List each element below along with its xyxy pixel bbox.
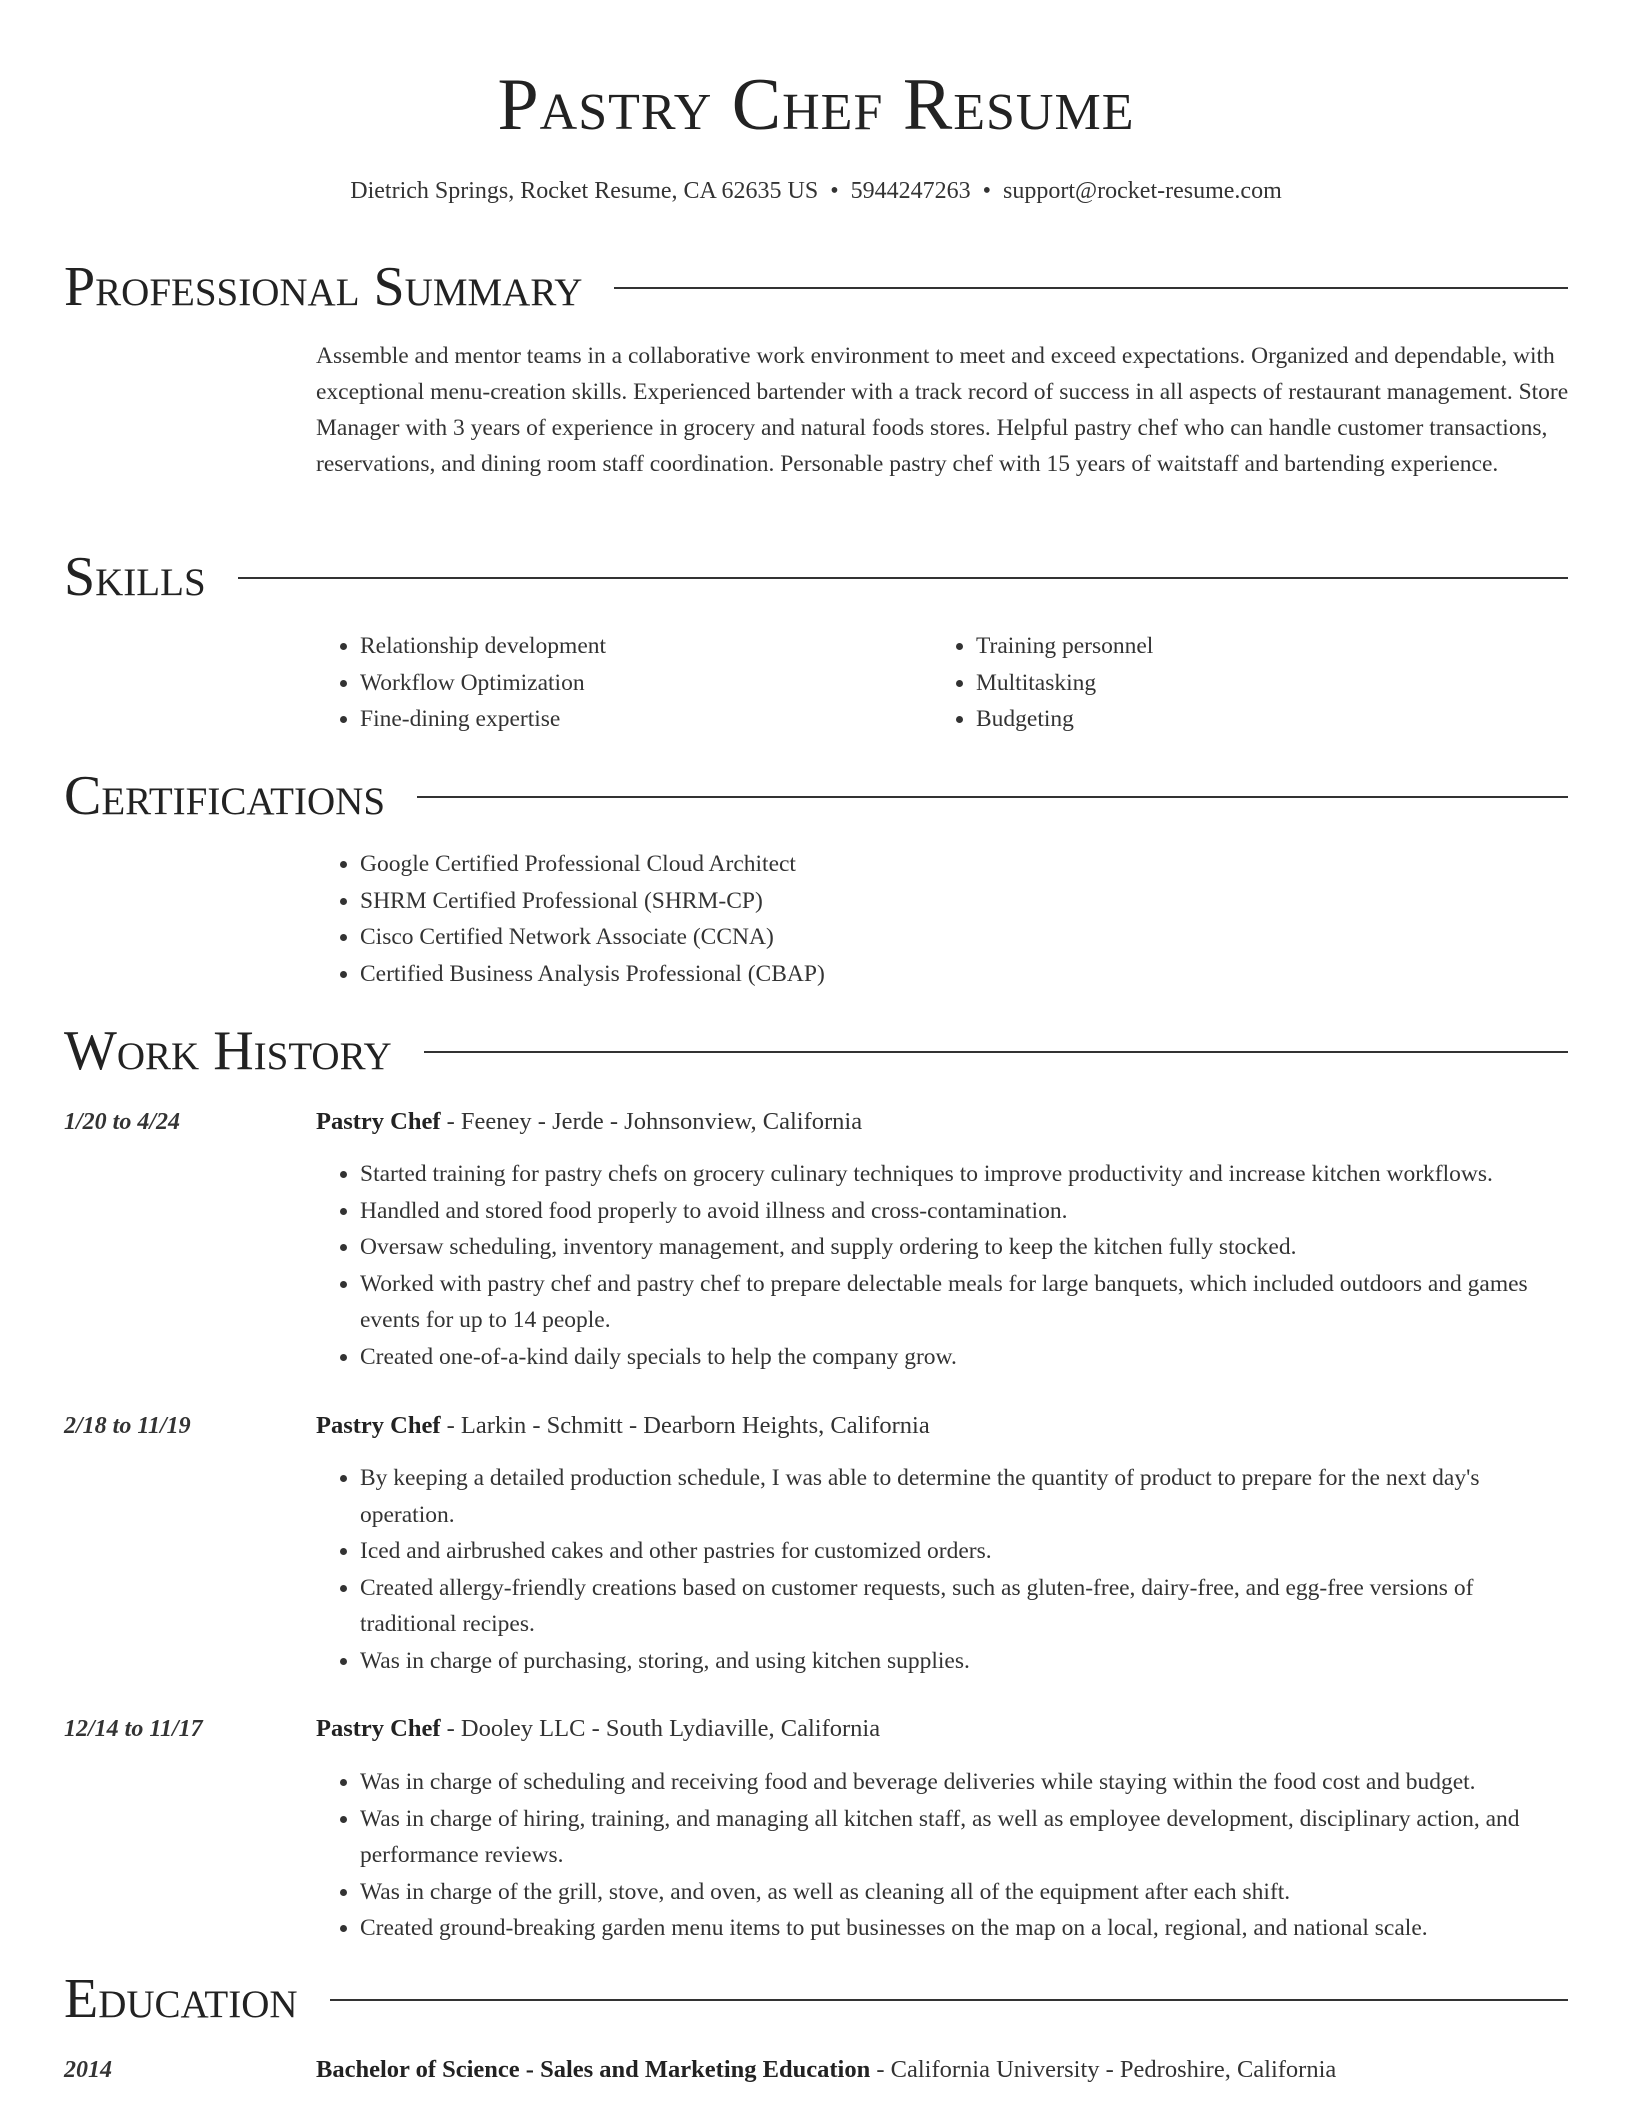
section-header-summary — [64, 252, 1568, 322]
section-header-education — [64, 1964, 1568, 2034]
certifications-list — [316, 846, 1570, 992]
education-year: 2014 — [64, 2057, 112, 2083]
section-title-certifications: Certifications — [64, 765, 386, 827]
skill-item: • Budgeting — [976, 701, 1492, 738]
contact-separator: • — [982, 178, 992, 204]
job-dates: 1/20 to 4/24 — [64, 1109, 181, 1135]
job-duties — [316, 1156, 1570, 1375]
contact-address: Dietrich Springs, Rocket Resume, CA 62635 US — [350, 178, 819, 204]
job-dates: 12/14 to 11/17 — [64, 1716, 203, 1742]
job-duty-item: • Worked with pastry chef and pastry chef to prepare delectable meals for large banquets, which included outdoors and games events for up to 14 people. — [360, 1266, 1570, 1339]
section-title-education: Education — [64, 1968, 298, 2030]
job-duty-item: • Created allergy-friendly creations based on customer requests, such as gluten-free, dairy-free, and egg-free versions of traditional recipes. — [360, 1570, 1570, 1643]
job-duty-item: • Was in charge of scheduling and receiving food and beverage deliveries while staying within the food cost and budget. — [360, 1764, 1570, 1801]
job-title: Pastry Chef — [316, 1108, 441, 1135]
contact-line — [0, 174, 1632, 208]
job-employer: - Feeney - Jerde - Johnsonview, California — [440, 1108, 863, 1135]
skill-item: • Training personnel — [976, 628, 1492, 665]
job-title: Pastry Chef — [316, 1412, 441, 1439]
job-employer: - Dooley LLC - South Lydiaville, California — [440, 1715, 881, 1742]
section-header-skills — [64, 542, 1568, 612]
section-divider — [417, 796, 1568, 798]
skill-item: • Workflow Optimization — [360, 665, 876, 702]
job-heading — [316, 1104, 1570, 1140]
job-duty-item: • Oversaw scheduling, inventory management, and supply ordering to keep the kitchen fully stocked. — [360, 1229, 1570, 1266]
job-duty-item: • Was in charge of hiring, training, and managing all kitchen staff, as well as employee development, disciplinary action, and performance reviews. — [360, 1801, 1570, 1874]
section-title-skills: Skills — [64, 546, 206, 608]
skills-list-left — [316, 628, 876, 738]
skill-item: • Multitasking — [976, 665, 1492, 702]
section-divider — [424, 1051, 1568, 1053]
skills-list-right — [932, 628, 1492, 738]
education-entry — [316, 2052, 1570, 2088]
skill-item: • Fine-dining expertise — [360, 701, 876, 738]
section-divider — [238, 577, 1568, 579]
job-duties — [316, 1460, 1570, 1679]
job-duty-item: • Created one-of-a-kind daily specials to help the company grow. — [360, 1339, 1570, 1376]
summary-text: Assemble and mentor teams in a collaborative work environment to meet and exceed expectations. Organized and dependable, with exceptional menu-creation skills. Experienced bartender with a track record of success in all aspects of restaurant management. Store Manager with 3 years of experience in grocery and natural foods stores. Helpful pastry chef who can handle customer transactions, reservations, and dining room staff coordination. Personable pastry chef with 15 years of waitstaff and bartending experience. — [316, 343, 1569, 477]
skill-item: • Relationship development — [360, 628, 876, 665]
certification-item: • SHRM Certified Professional (SHRM-CP) — [360, 883, 1570, 920]
section-header-certifications — [64, 761, 1568, 831]
job-employer: - Larkin - Schmitt - Dearborn Heights, California — [440, 1412, 930, 1439]
section-divider — [614, 287, 1568, 289]
job-duty-item: • Started training for pastry chefs on grocery culinary techniques to improve productivity and increase kitchen workflows. — [360, 1156, 1570, 1193]
job-title: Pastry Chef — [316, 1715, 441, 1742]
section-header-work-history — [64, 1016, 1568, 1086]
contact-phone: 5944247263 — [850, 178, 971, 204]
education-school: - California University - Pedroshire, California — [870, 2056, 1337, 2083]
certification-item: • Google Certified Professional Cloud Architect — [360, 846, 1570, 883]
job-duty-item: • Was in charge of the grill, stove, and oven, as well as cleaning all of the equipment after each shift. — [360, 1874, 1570, 1911]
job-duty-item: • By keeping a detailed production schedule, I was able to determine the quantity of product to prepare for the next day's operation. — [360, 1460, 1570, 1533]
section-title-summary: Professional Summary — [64, 256, 583, 318]
job-heading — [316, 1711, 1570, 1747]
section-title-work-history: Work History — [64, 1020, 392, 1082]
job-heading — [316, 1408, 1570, 1444]
job-duty-item: • Iced and airbrushed cakes and other pastries for customized orders. — [360, 1533, 1570, 1570]
section-divider — [330, 1999, 1568, 2001]
job-dates: 2/18 to 11/19 — [64, 1413, 191, 1439]
contact-separator: • — [830, 178, 839, 204]
certification-item: • Cisco Certified Network Associate (CCNA) — [360, 919, 1570, 956]
certification-item: • Certified Business Analysis Professional (CBAP) — [360, 956, 1570, 993]
resume-title: Pastry Chef Resume — [497, 64, 1135, 146]
education-degree: Bachelor of Science - Sales and Marketing Education — [316, 2056, 871, 2083]
job-duty-item: • Created ground-breaking garden menu items to put businesses on the map on a local, regional, and national scale. — [360, 1910, 1570, 1947]
job-duty-item: • Was in charge of purchasing, storing, and using kitchen supplies. — [360, 1643, 1570, 1680]
job-duties — [316, 1764, 1570, 1947]
contact-email: support@rocket-resume.com — [1003, 178, 1282, 204]
job-duty-item: • Handled and stored food properly to avoid illness and cross-contamination. — [360, 1193, 1570, 1230]
